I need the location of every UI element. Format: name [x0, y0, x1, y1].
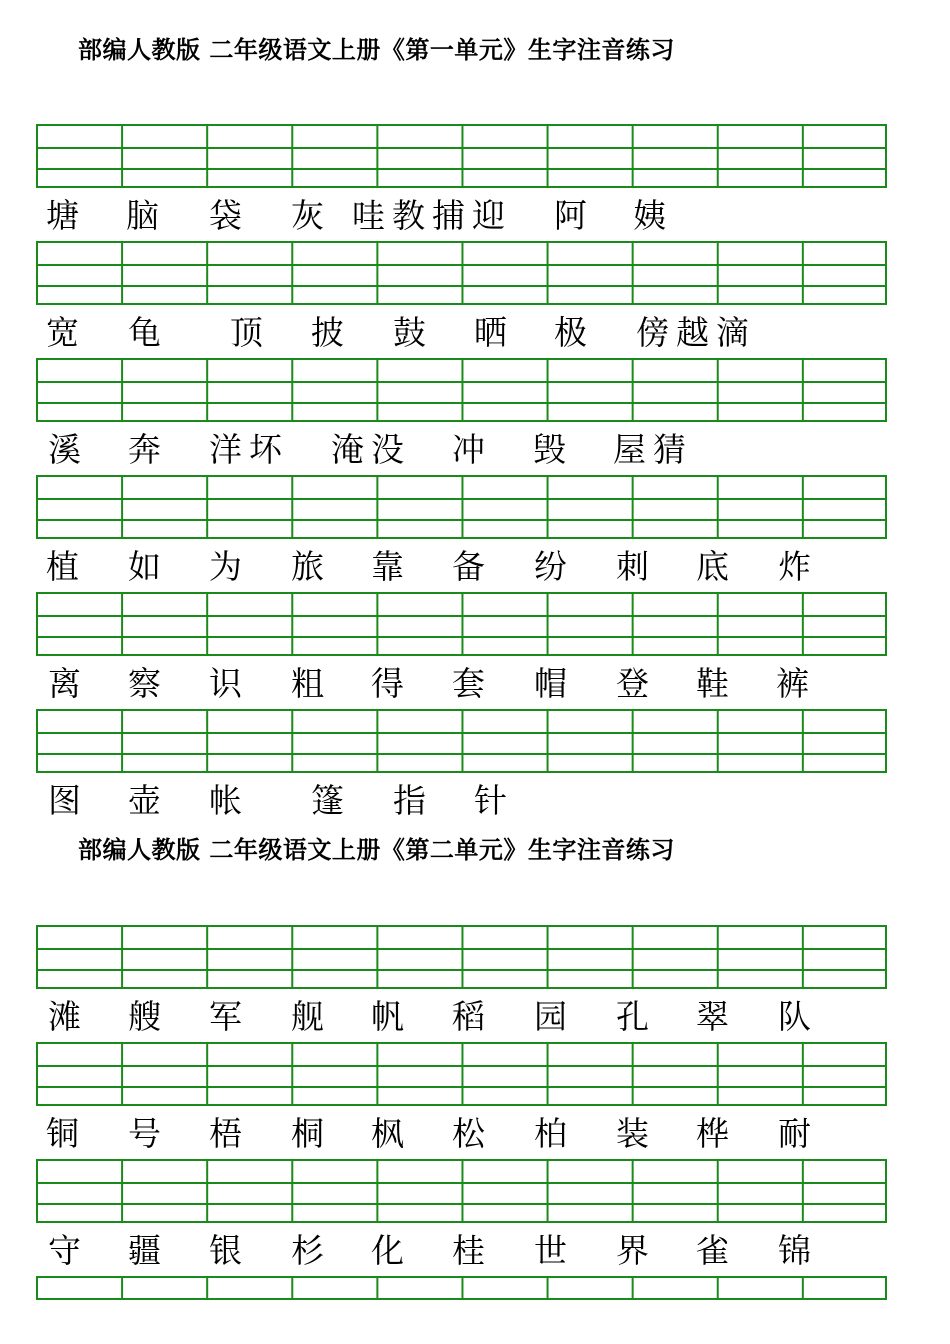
char: 化: [371, 1231, 404, 1270]
char: 备: [452, 547, 485, 586]
char: 装: [616, 1114, 649, 1153]
char: 银: [209, 1231, 242, 1270]
char: 篷: [311, 781, 344, 820]
char: 得: [371, 664, 404, 703]
char: 旅: [291, 547, 324, 586]
char: 底: [696, 547, 729, 586]
char: 越: [676, 313, 709, 352]
char: 纷: [534, 547, 567, 586]
char: 为: [209, 547, 242, 586]
char: 哇: [352, 196, 385, 235]
char: 极: [554, 313, 587, 352]
char: 傍: [636, 313, 669, 352]
char: 姨: [633, 196, 666, 235]
char: 刺: [616, 547, 649, 586]
char: 靠: [371, 547, 404, 586]
char: 舰: [291, 997, 324, 1036]
char: 桂: [452, 1231, 485, 1270]
char: 艘: [128, 997, 161, 1036]
char: 松: [452, 1114, 485, 1153]
char: 翠: [696, 997, 729, 1036]
char: 鞋: [696, 664, 729, 703]
char: 登: [616, 664, 649, 703]
char: 粗: [291, 664, 324, 703]
pinyin-grid[interactable]: [36, 592, 887, 656]
char: 迎: [472, 196, 505, 235]
char: 植: [46, 547, 79, 586]
char: 园: [534, 997, 567, 1036]
char: 枫: [371, 1114, 404, 1153]
char: 捕: [432, 196, 465, 235]
char: 稻: [452, 997, 485, 1036]
char: 洋: [209, 430, 242, 469]
char: 猜: [653, 430, 686, 469]
char: 屋: [613, 430, 646, 469]
char: 淹: [331, 430, 364, 469]
pinyin-grid[interactable]: [36, 1159, 887, 1223]
pinyin-grid[interactable]: [36, 475, 887, 539]
char: 披: [311, 313, 344, 352]
char: 界: [616, 1231, 649, 1270]
char: 毁: [533, 430, 566, 469]
char: 炸: [778, 547, 811, 586]
pinyin-grid[interactable]: [36, 709, 887, 773]
char: 晒: [474, 313, 507, 352]
char: 鼓: [393, 313, 426, 352]
char: 坏: [249, 430, 282, 469]
char: 没: [371, 430, 404, 469]
char: 帽: [534, 664, 567, 703]
unit2-title: 部编人教版 二年级语文上册《第二单元》生字注音练习: [78, 836, 675, 864]
char: 教: [392, 196, 425, 235]
char: 桦: [696, 1114, 729, 1153]
char: 雀: [696, 1231, 729, 1270]
char: 滴: [716, 313, 749, 352]
char: 滩: [48, 997, 81, 1036]
char: 溪: [48, 430, 81, 469]
char: 图: [48, 781, 81, 820]
char: 帆: [371, 997, 404, 1036]
char: 孔: [616, 997, 649, 1036]
char: 队: [778, 997, 811, 1036]
char: 离: [48, 664, 81, 703]
char: 塘: [46, 196, 79, 235]
char: 阿: [554, 196, 587, 235]
pinyin-grid[interactable]: [36, 358, 887, 422]
char: 桐: [291, 1114, 324, 1153]
char: 军: [209, 997, 242, 1036]
char: 守: [48, 1231, 81, 1270]
char: 袋: [209, 196, 242, 235]
char: 顶: [230, 313, 263, 352]
char: 帐: [209, 781, 242, 820]
char: 奔: [128, 430, 161, 469]
pinyin-grid[interactable]: [36, 1276, 887, 1300]
char: 察: [128, 664, 161, 703]
unit1-title: 部编人教版 二年级语文上册《第一单元》生字注音练习: [78, 36, 675, 64]
char: 指: [393, 781, 426, 820]
char: 耐: [778, 1114, 811, 1153]
pinyin-grid[interactable]: [36, 1042, 887, 1106]
char: 号: [128, 1114, 161, 1153]
char: 灰: [291, 196, 324, 235]
pinyin-grid[interactable]: [36, 124, 887, 188]
char: 杉: [291, 1231, 324, 1270]
pinyin-grid[interactable]: [36, 241, 887, 305]
char: 疆: [128, 1231, 161, 1270]
char: 识: [209, 664, 242, 703]
char: 如: [128, 547, 161, 586]
char: 裤: [776, 664, 809, 703]
char: 柏: [534, 1114, 567, 1153]
char: 梧: [209, 1114, 242, 1153]
char: 针: [474, 781, 507, 820]
char: 冲: [452, 430, 485, 469]
char: 壶: [128, 781, 161, 820]
char: 世: [534, 1231, 567, 1270]
char: 脑: [126, 196, 159, 235]
char: 宽: [46, 313, 79, 352]
char: 锦: [778, 1231, 811, 1270]
char: 龟: [128, 313, 161, 352]
char: 铜: [46, 1114, 79, 1153]
char: 套: [452, 664, 485, 703]
pinyin-grid[interactable]: [36, 925, 887, 989]
